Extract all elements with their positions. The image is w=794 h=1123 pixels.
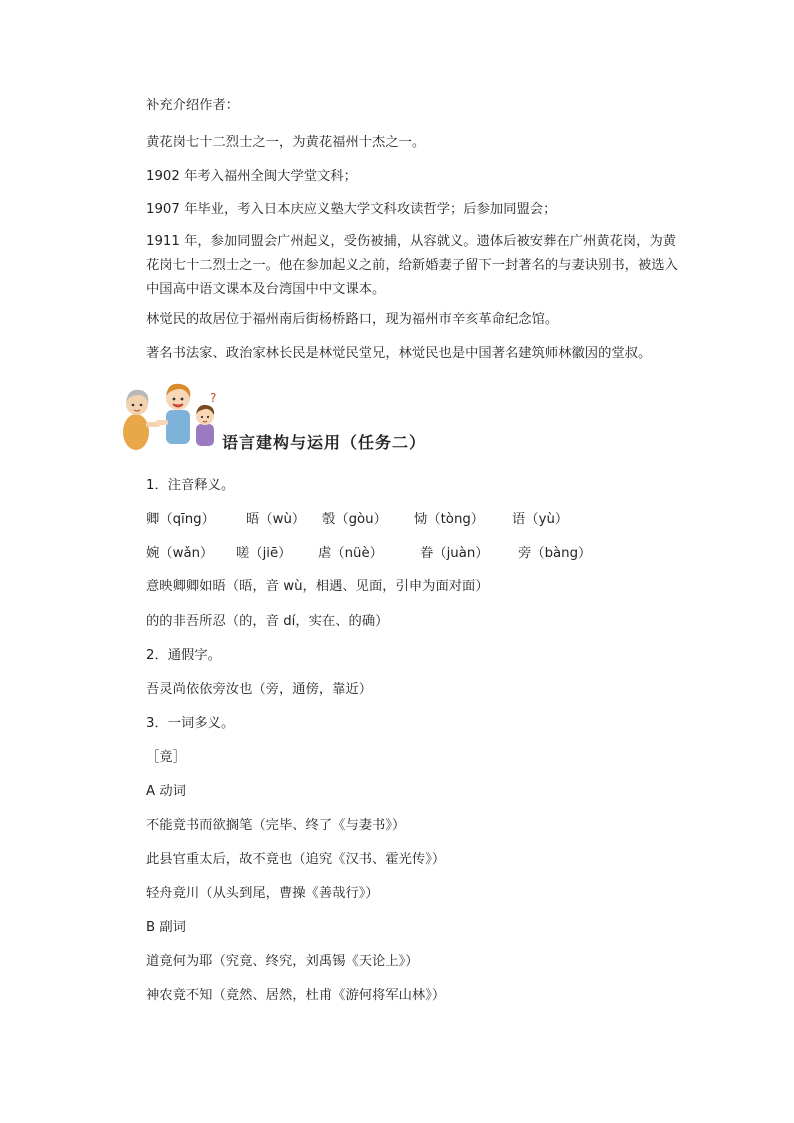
section-2-heading: 2．通假字。 [146, 648, 221, 663]
intro-paragraph-2: 1902 年考入福州全闽大学堂文科； [146, 169, 357, 184]
child-figure [196, 391, 216, 446]
section-3-heading: 3．一词多义。 [146, 716, 235, 731]
svg-text:?: ? [210, 391, 217, 405]
section-3-verb-example-3: 轻舟竟川（从头到尾，曹操《善哉行》） [146, 886, 379, 901]
section-3-verb-label: A 动词 [146, 784, 186, 799]
section-1-note-2: 的的非吾所忍（的，音 dí，实在、的确） [146, 614, 389, 629]
father-figure [156, 384, 190, 444]
vocab-item: 嗟（jiē） [236, 546, 292, 561]
intro-paragraph-3: 1907 年毕业，考入日本庆应义塾大学文科攻读哲学；后参加同盟会； [146, 202, 557, 217]
intro-paragraph-6: 著名书法家、政治家林长民是林觉民堂兄，林觉民也是中国著名建筑师林徽因的堂叔。 [146, 346, 652, 361]
section-1-note-1: 意映卿卿如晤（晤，音 wù，相遇、见面，引申为面对面） [146, 579, 489, 594]
section-3-verb-example-2: 此县官重太后，故不竟也（追究《汉书、霍光传》） [146, 852, 446, 867]
vocab-item: 彀（gòu） [322, 512, 387, 527]
section-3-word: ［竟］ [146, 750, 186, 765]
intro-paragraph-1: 黄花岗七十二烈士之一，为黄花福州十杰之一。 [146, 135, 426, 150]
grandmother-figure [123, 390, 160, 450]
intro-heading: 补充介绍作者： [146, 98, 240, 113]
vocab-item: 卿（qīng） [146, 512, 215, 527]
intro-paragraph-4: 1911 年，参加同盟会广州起义，受伤被捕，从容就义。遗体后被安葬在广州黄花岗，为黄花岗七十二烈士之一。他在参加起义之前，给新婚妻子留下一封著名的与妻诀别书，被选入中国高中语文课本及台湾国中中文课本。 [146, 234, 678, 297]
section-3-verb-example-1: 不能竟书而欲搁笔（完毕、终了《与妻书》） [146, 818, 406, 833]
section-3-adverb-label: B 副词 [146, 920, 186, 935]
section-banner-title: 语言建构与运用（任务二） [222, 433, 427, 452]
vocab-item: 眷（juàn） [420, 546, 489, 561]
vocab-item: 语（yù） [512, 512, 569, 527]
intro-paragraph-5: 林觉民的故居位于福州南后街杨桥路口，现为福州市辛亥革命纪念馆。 [146, 312, 559, 327]
section-3-adverb-example-2: 神农竟不知（竟然、居然，杜甫《游何将军山林》） [146, 988, 446, 1003]
vocab-item: 婉（wǎn） [146, 546, 214, 561]
section-3-adverb-example-1: 道竟何为耶（究竟、终究，刘禹锡《天论上》） [146, 954, 419, 969]
family-illustration [120, 380, 224, 450]
section-1-heading: 1．注音释义。 [146, 478, 235, 493]
vocab-item: 虐（nüè） [318, 546, 383, 561]
vocab-item: 晤（wù） [246, 512, 306, 527]
section-2-note: 吾灵尚依依旁汝也（旁，通傍，靠近） [146, 682, 373, 697]
vocab-item: 旁（bàng） [518, 546, 592, 561]
vocab-item: 恸（tòng） [414, 512, 485, 527]
